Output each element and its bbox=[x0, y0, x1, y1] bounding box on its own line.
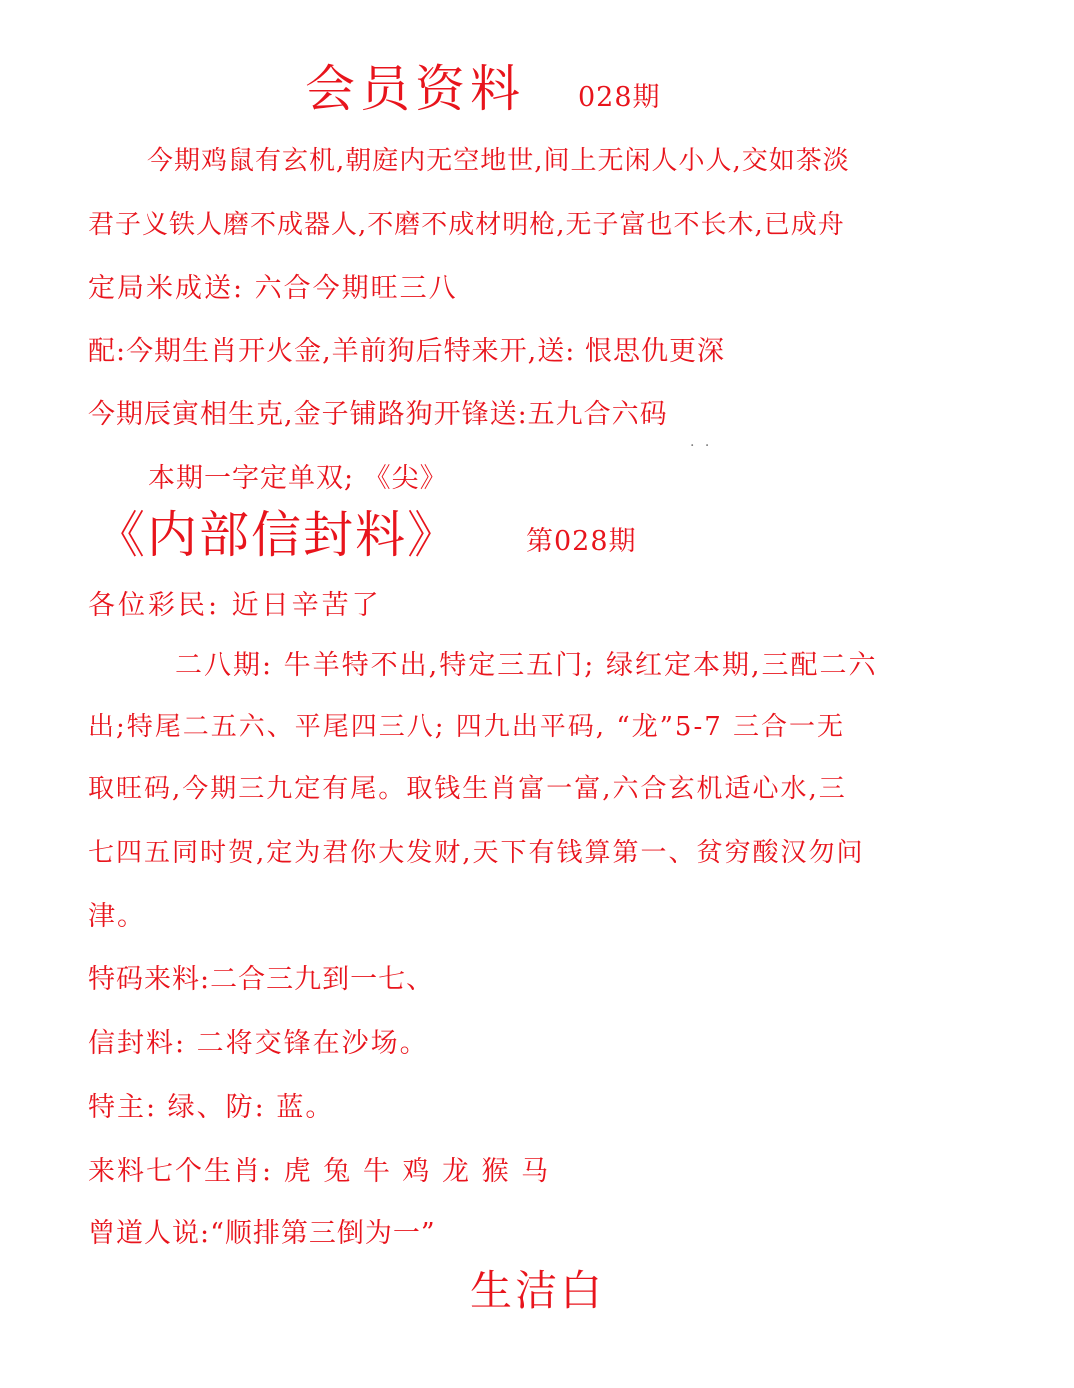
section2-line-3: 出;特尾二五六、平尾四三八; 四九出平码, “龙”5-7 三合一无 bbox=[88, 712, 846, 742]
section2-line-2: 二八期: 牛羊特不出,特定三五门; 绿红定本期,三配二六 bbox=[175, 650, 878, 681]
section2-line-4: 取旺码,今期三九定有尾。取钱生肖富一富,六合玄机适心水,三 bbox=[88, 774, 847, 804]
section1-issue: 028期 bbox=[578, 82, 661, 113]
section2-line-11: 曾道人说:“顺排第三倒为一” bbox=[88, 1218, 436, 1249]
footer-text: 生洁白 bbox=[470, 1266, 606, 1315]
section2-line-9: 特主: 绿、防: 蓝。 bbox=[88, 1092, 335, 1123]
stray-dots: · · bbox=[690, 438, 713, 454]
section1-title: 会员资料 bbox=[305, 60, 525, 118]
section2-line-7: 特码来料:二合三九到一七、 bbox=[88, 964, 435, 995]
section2-issue: 第028期 bbox=[526, 526, 637, 557]
section1-line-1: 今期鸡鼠有玄机,朝庭内无空地世,间上无闲人小人,交如茶淡 bbox=[147, 146, 850, 176]
section1-line-3: 定局米成送: 六合今期旺三八 bbox=[88, 273, 458, 304]
section2-line-1: 各位彩民: 近日辛苦了 bbox=[88, 590, 382, 621]
section1-line-5: 今期辰寅相生克,金子铺路狗开锋送:五九合六码 bbox=[88, 399, 668, 430]
section2-line-5: 七四五同时贺,定为君你大发财,天下有钱算第一、贫穷酸汉勿问 bbox=[88, 838, 865, 868]
section2-title: 《内部信封料》 bbox=[95, 506, 459, 564]
section2-line-6: 津。 bbox=[88, 901, 146, 932]
section1-line-4: 配:今期生肖开火金,羊前狗后特来开,送: 恨思仇更深 bbox=[88, 336, 725, 367]
section1-line-6: 本期一字定单双; 《尖》 bbox=[148, 463, 448, 494]
section2-line-8: 信封料: 二将交锋在沙场。 bbox=[88, 1028, 429, 1059]
section1-line-2: 君子义铁人磨不成器人,不磨不成材明枪,无子富也不长木,已成舟 bbox=[88, 210, 845, 240]
section2-line-10: 来料七个生肖: 虎 兔 牛 鸡 龙 猴 马 bbox=[88, 1156, 551, 1187]
